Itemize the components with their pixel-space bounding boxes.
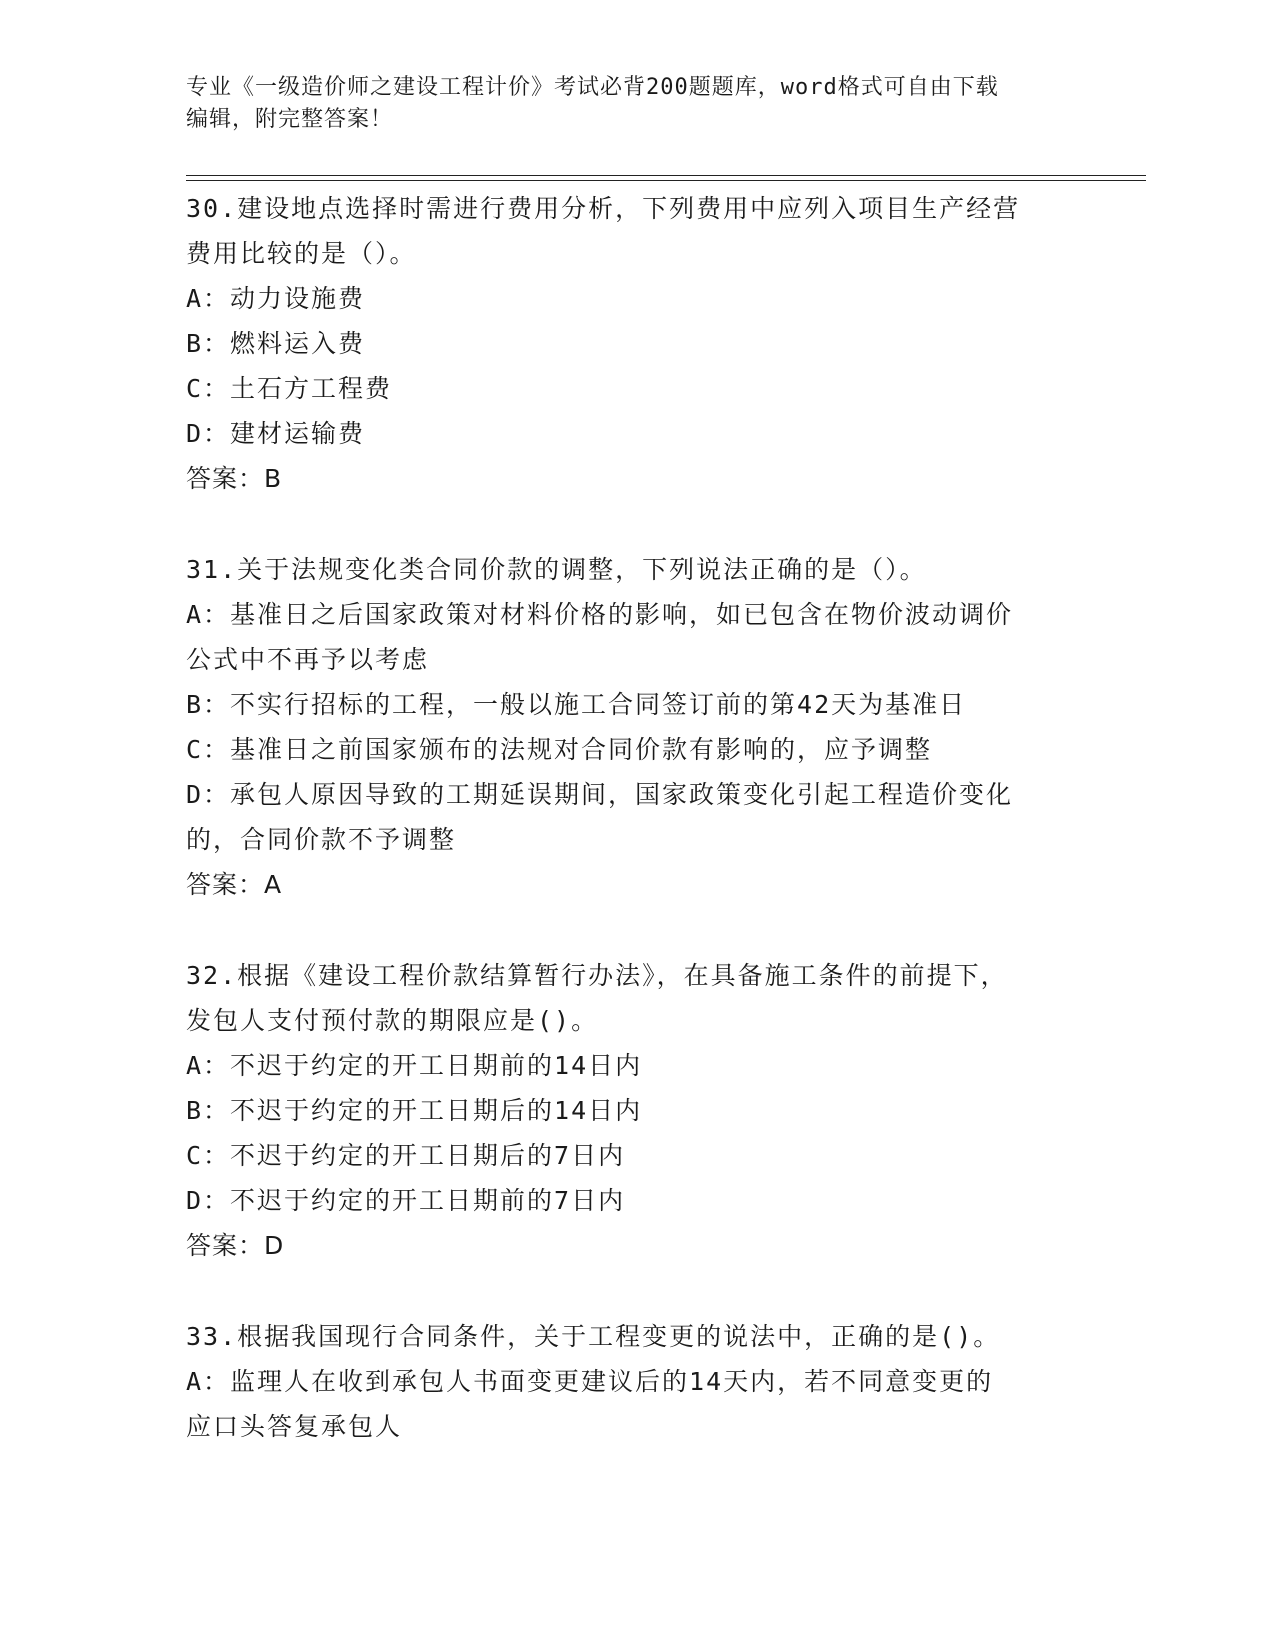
option-c: C：基准日之前国家颁布的法规对合同价款有影响的，应予调整 [186,735,933,764]
question-stem: 30.建设地点选择时需进行费用分析，下列费用中应列入项目生产经营 [186,194,1021,223]
answer: 答案：D [186,1231,285,1260]
header-line-1: 专业《一级造价师之建设工程计价》考试必背200题题库，word格式可自由下载 [186,75,999,100]
header-rule-bottom [186,180,1146,181]
question-31 [186,547,1086,907]
option-b: B：不迟于约定的开工日期后的14日内 [186,1096,643,1125]
option-d: D：承包人原因导致的工期延误期间，国家政策变化引起工程造价变化 [186,780,1014,809]
header-rule-top [186,175,1146,176]
option-b: B：不实行招标的工程，一般以施工合同签订前的第42天为基准日 [186,690,967,719]
option-b: B：燃料运入费 [186,329,366,358]
answer: 答案：A [186,870,283,899]
question-33 [186,1314,1086,1449]
question-list [186,186,1086,1449]
option-a-continued: 应口头答复承包人 [186,1412,403,1441]
option-a: A：基准日之后国家政策对材料价格的影响，如已包含在物价波动调价 [186,600,1014,629]
question-stem: 31.关于法规变化类合同价款的调整，下列说法正确的是（）。 [186,555,927,584]
question-32 [186,953,1086,1268]
answer: 答案：B [186,464,283,493]
question-stem: 33.根据我国现行合同条件，关于工程变更的说法中，正确的是()。 [186,1322,1001,1351]
option-c: C：土石方工程费 [186,374,393,403]
option-c: C：不迟于约定的开工日期后的7日内 [186,1141,626,1170]
document-header [186,72,1066,136]
question-stem: 发包人支付预付款的期限应是()。 [186,1006,599,1035]
option-d: D：建材运输费 [186,419,366,448]
question-30 [186,186,1086,501]
option-a: A：动力设施费 [186,284,366,313]
question-stem: 费用比较的是（）。 [186,239,417,268]
option-d: D：不迟于约定的开工日期前的7日内 [186,1186,626,1215]
option-a: A：监理人在收到承包人书面变更建议后的14天内，若不同意变更的 [186,1367,994,1396]
option-a-continued: 公式中不再予以考虑 [186,645,430,674]
option-d-continued: 的，合同价款不予调整 [186,825,457,854]
header-line-2: 编辑，附完整答案！ [186,107,394,132]
option-a: A：不迟于约定的开工日期前的14日内 [186,1051,643,1080]
question-stem: 32.根据《建设工程价款结算暂行办法》，在具备施工条件的前提下， [186,961,1008,990]
